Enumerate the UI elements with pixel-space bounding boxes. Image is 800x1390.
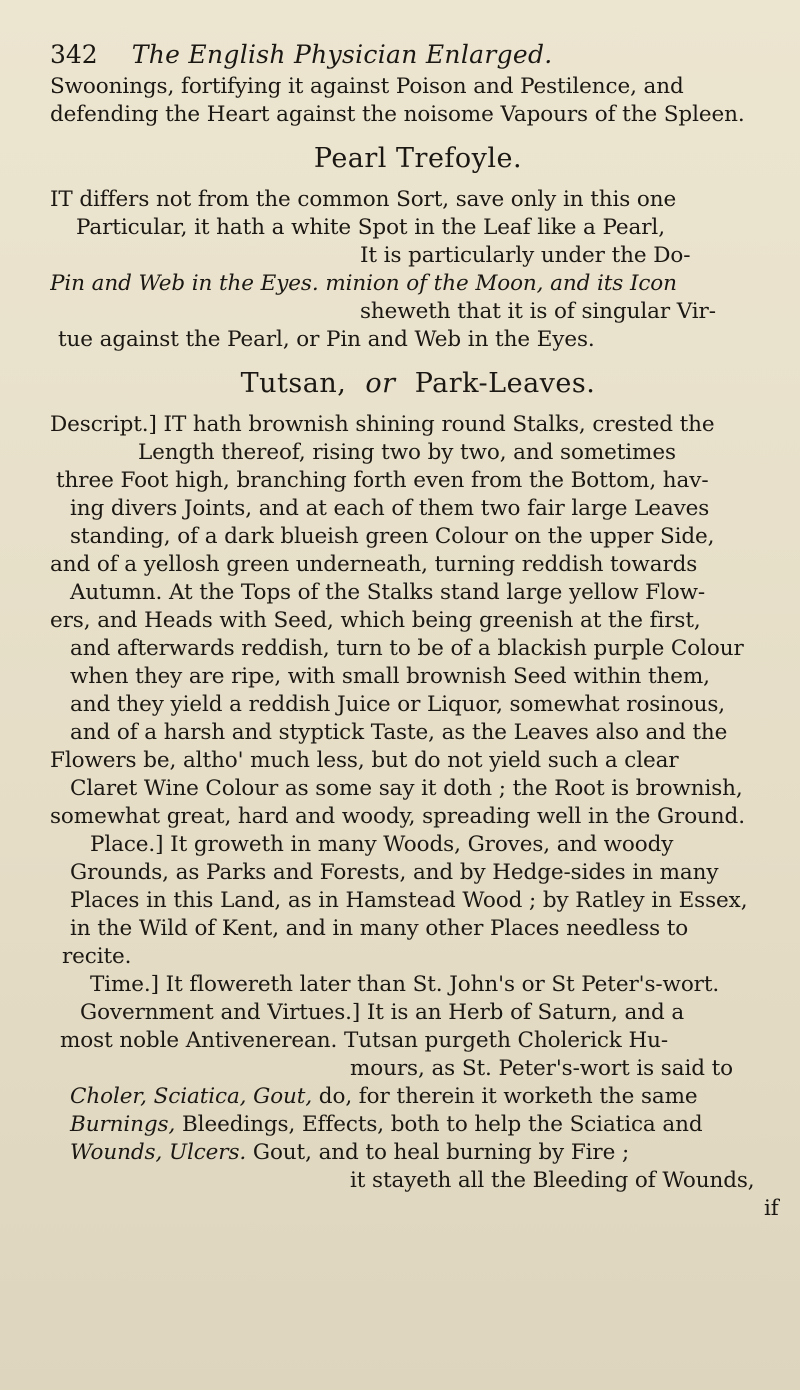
text-line: tue against the Pearl, or Pin and Web in the Eyes.	[58, 327, 595, 352]
text-line: Burnings, Bleedings, Effects, both to help the Sciatica and	[70, 1112, 703, 1137]
margin-note: Burnings,	[70, 1112, 176, 1137]
text-line: ers, and Heads with Seed, which being greenish at the first,	[50, 608, 701, 633]
section-heading-pearl-trefoyle	[50, 143, 786, 174]
section-heading-tutsan	[50, 368, 786, 399]
text-line: when they are ripe, with small brownish Seed within them,	[70, 664, 710, 689]
margin-note: Wounds, Ulcers.	[70, 1140, 247, 1165]
text-line: Swoonings, fortifying it against Poison and Pestilence, and	[50, 74, 684, 99]
text-line: recite.	[62, 944, 132, 969]
heading-alt: Park-Leaves.	[414, 368, 596, 399]
text-line: somewhat great, hard and woody, spreading well in the Ground.	[50, 804, 745, 829]
text-line: three Foot high, branching forth even from the Bottom, hav-	[56, 468, 709, 493]
text-line: and they yield a reddish Juice or Liquor, somewhat rosinous,	[70, 692, 725, 717]
text-line: Claret Wine Colour as some say it doth ; the Root is brownish,	[70, 776, 743, 801]
text-line: and of a yellosh green underneath, turning reddish towards	[50, 552, 698, 577]
text-line: Government and Virtues.] It is an Herb of Saturn, and a	[80, 1000, 685, 1025]
text-line: most noble Antivenerean. Tutsan purgeth Cholerick Hu-	[60, 1028, 669, 1053]
text-line: Particular, it hath a white Spot in the Leaf like a Pearl,	[76, 215, 665, 240]
text-line: Autumn. At the Tops of the Stalks stand large yellow Flow-	[70, 580, 706, 605]
text-line: and afterwards reddish, turn to be of a blackish purple Colour	[70, 636, 744, 661]
text-line: sheweth that it is of singular Vir-	[360, 299, 716, 324]
text-line: defending the Heart against the noisome Vapours of the Spleen.	[50, 102, 745, 127]
text-line: Grounds, as Parks and Forests, and by Hedge-sides in many	[70, 860, 719, 885]
text-line: Length thereof, rising two by two, and sometimes	[138, 440, 676, 465]
text-line: Wounds, Ulcers. Gout, and to heal burning by Fire ;	[70, 1140, 630, 1165]
text-line: in the Wild of Kent, and in many other Places needless to	[70, 916, 689, 941]
text-line: Choler, Sciatica, Gout, do, for therein it worketh the same	[70, 1084, 698, 1109]
text-line: Descript.] IT hath brownish shining round Stalks, crested the	[50, 412, 715, 437]
text-line: Place.] It groweth in many Woods, Groves, and woody	[90, 832, 674, 857]
catchword: if	[764, 1196, 779, 1221]
text-line: ing divers Joints, and at each of them two fair large Leaves	[70, 496, 710, 521]
text-line: Places in this Land, as in Hamstead Wood ; by Ratley in Essex,	[70, 888, 748, 913]
heading-main: Tutsan,	[240, 368, 347, 399]
text-line: It is particularly under the Do-	[360, 243, 691, 268]
text-line: Time.] It flowereth later than St. John's or St Peter's-wort.	[90, 972, 720, 997]
heading-or: or	[365, 368, 396, 399]
text-line: Flowers be, altho' much less, but do not yield such a clear	[50, 748, 679, 773]
page-number: 342	[50, 40, 98, 69]
heading-text: Pearl Trefoyle.	[313, 143, 523, 174]
margin-note: Choler, Sciatica, Gout,	[70, 1084, 313, 1109]
text-line: it stayeth all the Bleeding of Wounds,	[350, 1168, 755, 1193]
text-line: standing, of a dark blueish green Colour on the upper Side,	[70, 524, 715, 549]
running-title: The English Physician Enlarged.	[131, 40, 553, 69]
text-line: IT differs not from the common Sort, save only in this one	[50, 187, 677, 212]
text-line: Pin and Web in the Eyes. minion of the Moon, and its Icon	[50, 271, 677, 296]
text-line: mours, as St. Peter's-wort is said to	[350, 1056, 734, 1081]
running-head	[50, 40, 786, 69]
text-line: and of a harsh and styptick Taste, as the Leaves also and the	[70, 720, 728, 745]
